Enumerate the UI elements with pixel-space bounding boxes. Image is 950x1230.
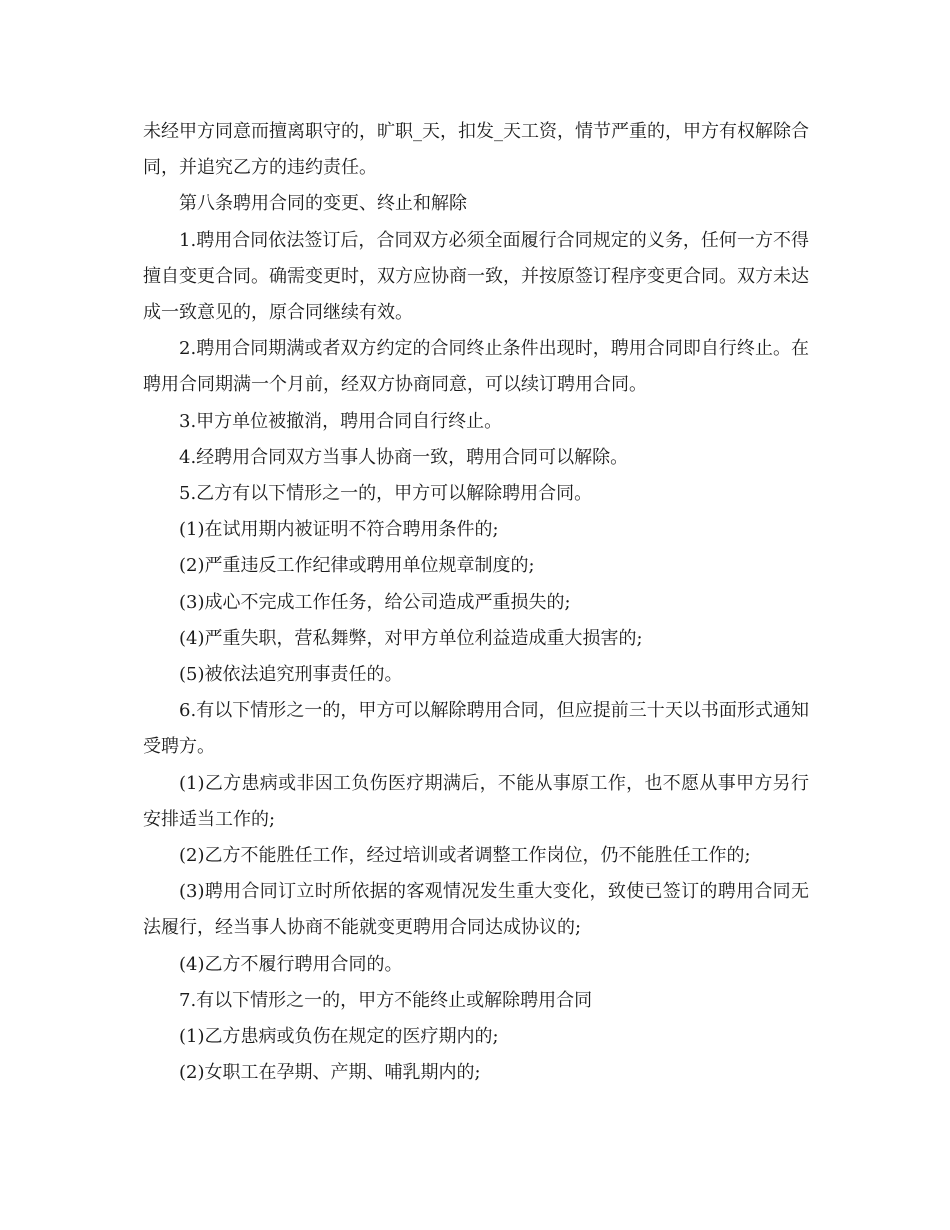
clause-5: 5.乙方有以下情形之一的，甲方可以解除聘用合同。 xyxy=(179,483,593,505)
clause-5-item-5: (5)被依法追究刑事责任的。 xyxy=(179,664,403,686)
clause-6: 6.有以下情形之一的，甲方可以解除聘用合同，但应提前三十天以书面形式通知受聘方。 xyxy=(143,700,809,758)
paragraph-continuation: 未经甲方同意而擅离职守的，旷职_天，扣发_天工资，情节严重的，甲方有权解除合同，并追究乙方的违约责任。 xyxy=(143,121,809,179)
clause-5-item-1: (1)在试用期内被证明不符合聘用条件的; xyxy=(179,519,499,541)
article-heading: 第八条聘用合同的变更、终止和解除 xyxy=(179,193,467,215)
clause-6-item-2: (2)乙方不能胜任工作，经过培训或者调整工作岗位，仍不能胜任工作的; xyxy=(179,845,751,867)
clause-7-item-1: (1)乙方患病或负伤在规定的医疗期内的; xyxy=(179,1026,499,1048)
clause-1: 1.聘用合同依法签订后，合同双方必须全面履行合同规定的义务，任何一方不得擅自变更合同。确需变更时，双方应协商一致，并按原签订程序变更合同。双方未达成一致意见的，原合同继续有效。 xyxy=(143,229,809,324)
clause-2: 2.聘用合同期满或者双方约定的合同终止条件出现时，聘用合同即自行终止。在聘用合同期满一个月前，经双方协商同意，可以续订聘用合同。 xyxy=(143,338,809,396)
clause-6-item-4: (4)乙方不履行聘用合同的。 xyxy=(179,953,403,975)
clause-6-item-3: (3)聘用合同订立时所依据的客观情况发生重大变化，致使已签订的聘用合同无法履行，经当事人协商不能就变更聘用合同达成协议的; xyxy=(143,881,809,939)
clause-3: 3.甲方单位被撤消，聘用合同自行终止。 xyxy=(179,410,503,432)
clause-4: 4.经聘用合同双方当事人协商一致，聘用合同可以解除。 xyxy=(179,446,629,468)
clause-7: 7.有以下情形之一的，甲方不能终止或解除聘用合同 xyxy=(179,989,593,1011)
document-body xyxy=(143,114,809,1091)
clause-6-item-1: (1)乙方患病或非因工负伤医疗期满后，不能从事原工作，也不愿从事甲方另行安排适当工作的; xyxy=(143,772,809,830)
clause-5-item-4: (4)严重失职，营私舞弊，对甲方单位利益造成重大损害的; xyxy=(179,627,643,649)
clause-7-item-2: (2)女职工在孕期、产期、哺乳期内的; xyxy=(179,1062,481,1084)
clause-5-item-3: (3)成心不完成工作任务，给公司造成严重损失的; xyxy=(179,591,571,613)
clause-5-item-2: (2)严重违反工作纪律或聘用单位规章制度的; xyxy=(179,555,535,577)
